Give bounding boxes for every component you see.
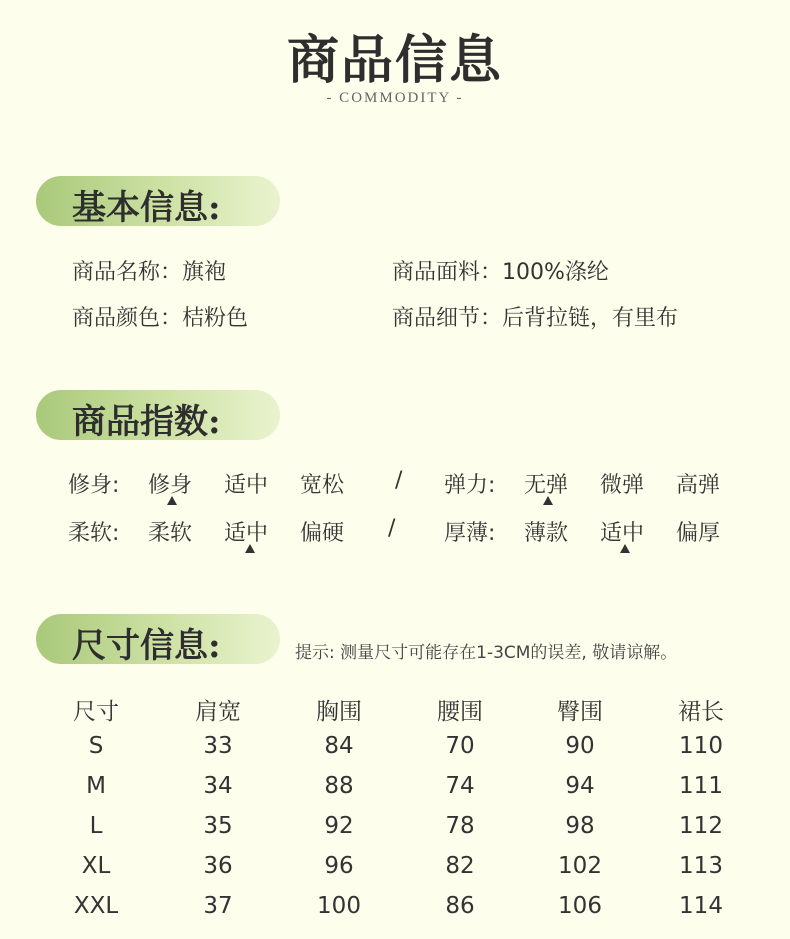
- table-header: 尺寸: [73, 699, 119, 725]
- size-info-heading: 尺寸信息:: [72, 626, 221, 666]
- product-detail: 商品细节：后背拉链，有里布: [392, 306, 679, 331]
- table-cell: 100: [317, 893, 361, 919]
- table-cell: 88: [324, 773, 354, 799]
- table-cell: 110: [679, 733, 723, 759]
- elastic-option: 高弹: [676, 473, 721, 498]
- measurement-tip: 提示: 测量尺寸可能存在1-3CM的误差, 敬请谅解。: [295, 643, 678, 663]
- fit-selected-marker: [167, 496, 177, 505]
- table-cell: 114: [679, 893, 723, 919]
- table-cell: 98: [565, 813, 595, 839]
- basic-info-heading: 基本信息:: [72, 188, 221, 228]
- table-cell: 92: [324, 813, 354, 839]
- separator: /: [395, 468, 403, 493]
- table-header: 肩宽: [195, 699, 241, 725]
- table-cell: 33: [203, 733, 233, 759]
- soft-option: 柔软: [148, 521, 193, 546]
- product-name: 商品名称：旗袍: [72, 260, 227, 285]
- table-cell: 78: [445, 813, 475, 839]
- table-cell: XL: [81, 853, 111, 879]
- basic-info-heading-pill: [36, 176, 280, 226]
- thick-label: 厚薄:: [444, 521, 496, 546]
- thick-option: 偏厚: [676, 521, 721, 546]
- elastic-option: 微弹: [600, 473, 645, 498]
- table-header: 腰围: [437, 699, 483, 725]
- thick-option: 适中: [600, 521, 645, 546]
- table-cell: 86: [445, 893, 475, 919]
- table-header: 臀围: [557, 699, 603, 725]
- soft-option: 适中: [224, 521, 269, 546]
- elastic-selected-marker: [543, 496, 553, 505]
- table-cell: 74: [445, 773, 475, 799]
- table-cell: 96: [324, 853, 354, 879]
- product-index-heading: 商品指数:: [72, 402, 221, 442]
- page-subtitle: - COMMODITY -: [326, 90, 464, 106]
- table-cell: 36: [203, 853, 233, 879]
- product-color: 商品颜色：桔粉色: [72, 306, 249, 331]
- elastic-option: 无弹: [524, 473, 569, 498]
- table-header: 裙长: [678, 699, 724, 725]
- thick-option: 薄款: [524, 521, 569, 546]
- table-cell: 113: [679, 853, 723, 879]
- fit-option: 适中: [224, 473, 269, 498]
- table-cell: L: [89, 813, 103, 839]
- table-cell: 94: [565, 773, 595, 799]
- table-cell: 111: [679, 773, 723, 799]
- table-cell: 70: [445, 733, 475, 759]
- table-cell: 82: [445, 853, 475, 879]
- fit-label: 修身:: [68, 473, 120, 498]
- table-cell: 84: [324, 733, 354, 759]
- table-cell: 34: [203, 773, 233, 799]
- fit-option: 宽松: [300, 473, 345, 498]
- separator: /: [388, 516, 396, 541]
- fit-option: 修身: [148, 473, 193, 498]
- table-cell: XXL: [73, 893, 119, 919]
- product-index-heading-pill: [36, 390, 280, 440]
- size-info-heading-pill: [36, 614, 280, 664]
- soft-option: 偏硬: [300, 521, 345, 546]
- table-cell: S: [88, 733, 104, 759]
- table-cell: 35: [203, 813, 233, 839]
- table-cell: 90: [565, 733, 595, 759]
- product-fabric: 商品面料：100%涤纶: [392, 260, 609, 285]
- table-cell: 37: [203, 893, 233, 919]
- table-cell: 102: [558, 853, 602, 879]
- table-cell: M: [86, 773, 106, 799]
- table-header: 胸围: [316, 699, 362, 725]
- soft-selected-marker: [245, 544, 255, 553]
- table-cell: 112: [679, 813, 723, 839]
- thick-selected-marker: [620, 544, 630, 553]
- page-title: 商品信息: [286, 30, 503, 91]
- soft-label: 柔软:: [68, 521, 120, 546]
- elastic-label: 弹力:: [444, 473, 496, 498]
- table-cell: 106: [558, 893, 602, 919]
